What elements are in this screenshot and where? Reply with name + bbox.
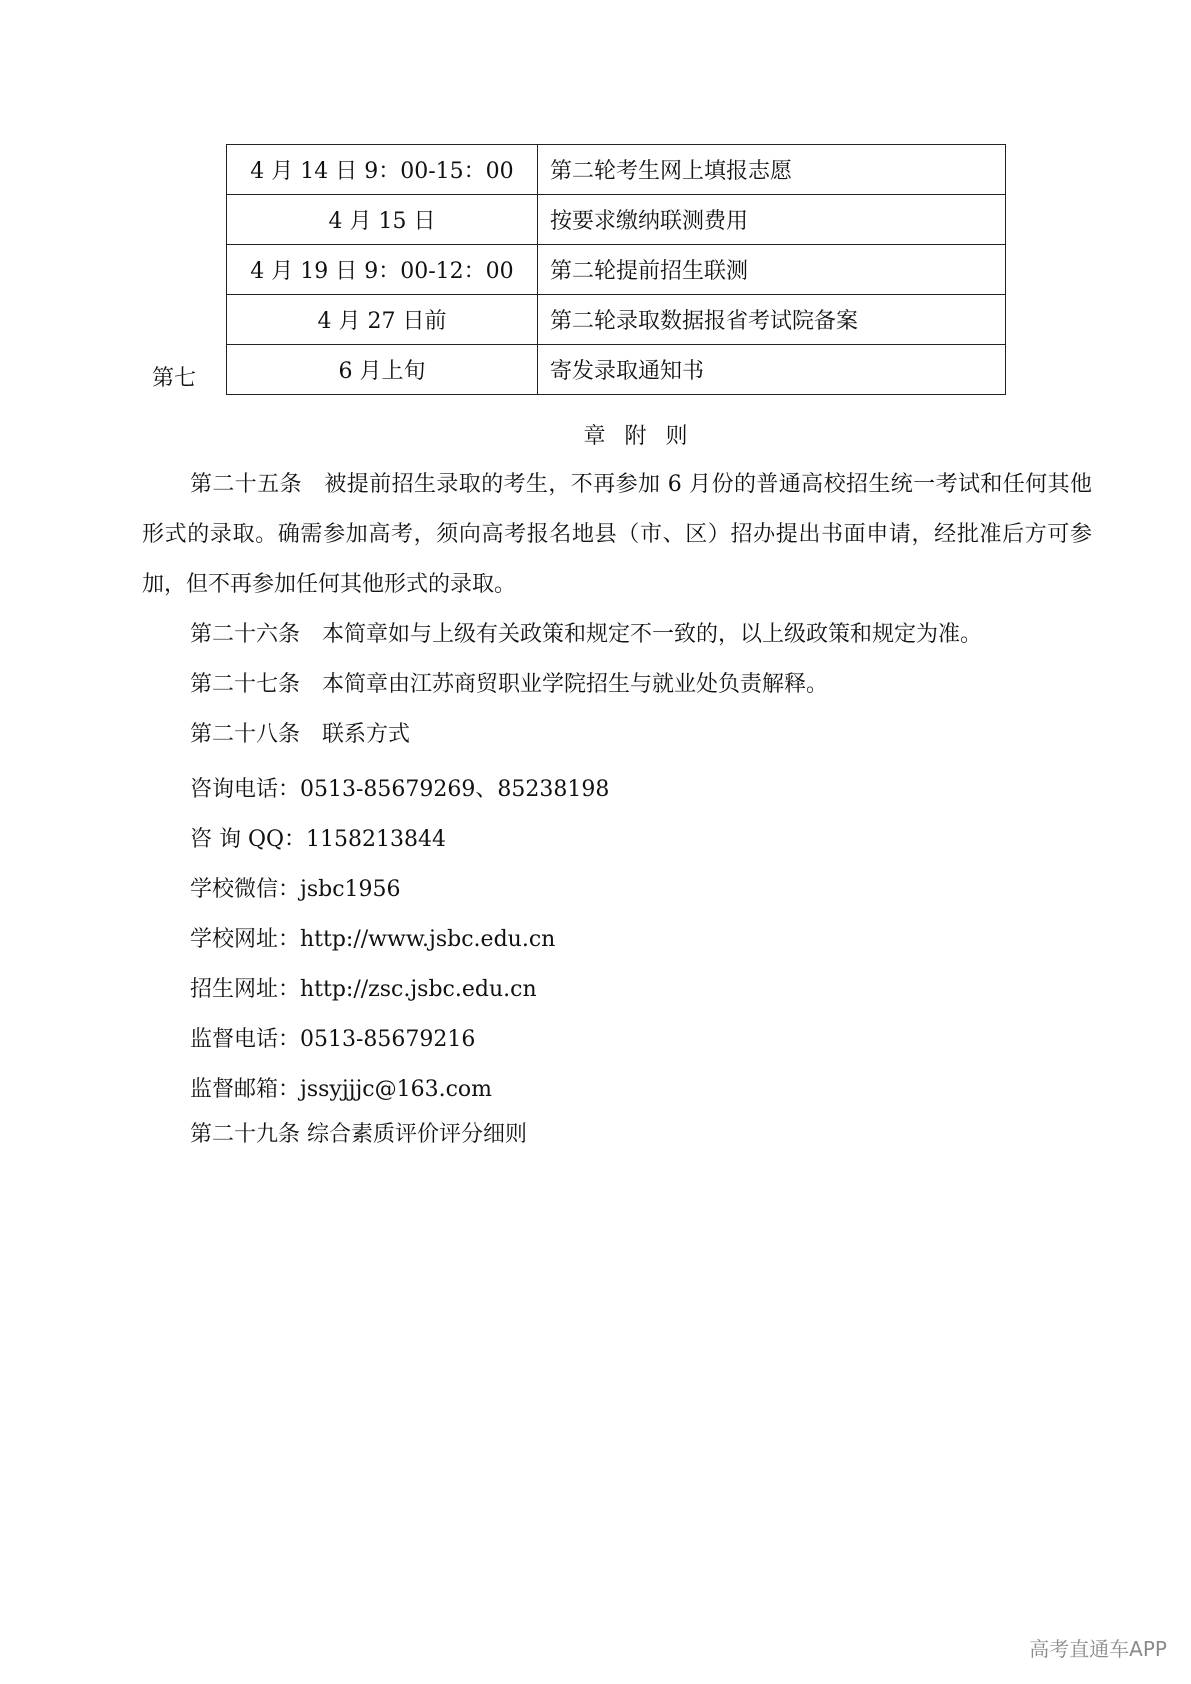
chapter-title: 章 附 则 [583, 424, 694, 449]
table-row [227, 145, 1006, 195]
schedule-date: 4 月 27 日前 [227, 295, 538, 345]
article-27: 第二十七条 本简章由江苏商贸职业学院招生与就业处负责解释。 [190, 672, 829, 697]
contact-wechat: 学校微信：jsbc1956 [190, 877, 401, 902]
schedule-task: 按要求缴纳联测费用 [538, 195, 1006, 245]
article-29: 第二十九条 综合素质评价评分细则 [190, 1122, 527, 1147]
schedule-date: 4 月 15 日 [227, 195, 538, 245]
contact-supervision-phone: 监督电话：0513-85679216 [190, 1027, 476, 1052]
contact-phone: 咨询电话：0513-85679269、85238198 [190, 777, 610, 802]
schedule-task: 寄发录取通知书 [538, 345, 1006, 395]
chapter-prefix: 第七 [152, 366, 197, 391]
article-25: 第二十五条 被提前招生录取的考生，不再参加 6 月份的普通高校招生统一考试和任何其他形式的录取。确需参加高考，须向高考报名地县（市、区）招办提出书面申请，经批准后方可参加，但不再参加任何其他形式的录取。 [142, 472, 1092, 597]
contact-qq: 咨 询 QQ：1158213844 [190, 827, 447, 852]
schedule-task: 第二轮考生网上填报志愿 [538, 145, 1006, 195]
contact-website: 学校网址：http://www.jsbc.edu.cn [190, 927, 556, 952]
schedule-date: 4 月 14 日 9：00-15：00 [227, 145, 538, 195]
schedule-task: 第二轮录取数据报省考试院备案 [538, 295, 1006, 345]
table-row [227, 245, 1006, 295]
schedule-date: 6 月上旬 [227, 345, 538, 395]
table-row [227, 345, 1006, 395]
contact-admission-website: 招生网址：http://zsc.jsbc.edu.cn [190, 977, 537, 1002]
contact-supervision-email: 监督邮箱：jssyjjjc@163.com [190, 1077, 493, 1102]
schedule-task: 第二轮提前招生联测 [538, 245, 1006, 295]
table-row [227, 295, 1006, 345]
watermark: 高考直通车APP [1029, 1637, 1167, 1661]
article-28: 第二十八条 联系方式 [190, 722, 411, 747]
schedule-table [226, 144, 1006, 395]
schedule-date: 4 月 19 日 9：00-12：00 [227, 245, 538, 295]
table-row [227, 195, 1006, 245]
article-26: 第二十六条 本简章如与上级有关政策和规定不一致的，以上级政策和规定为准。 [190, 622, 983, 647]
